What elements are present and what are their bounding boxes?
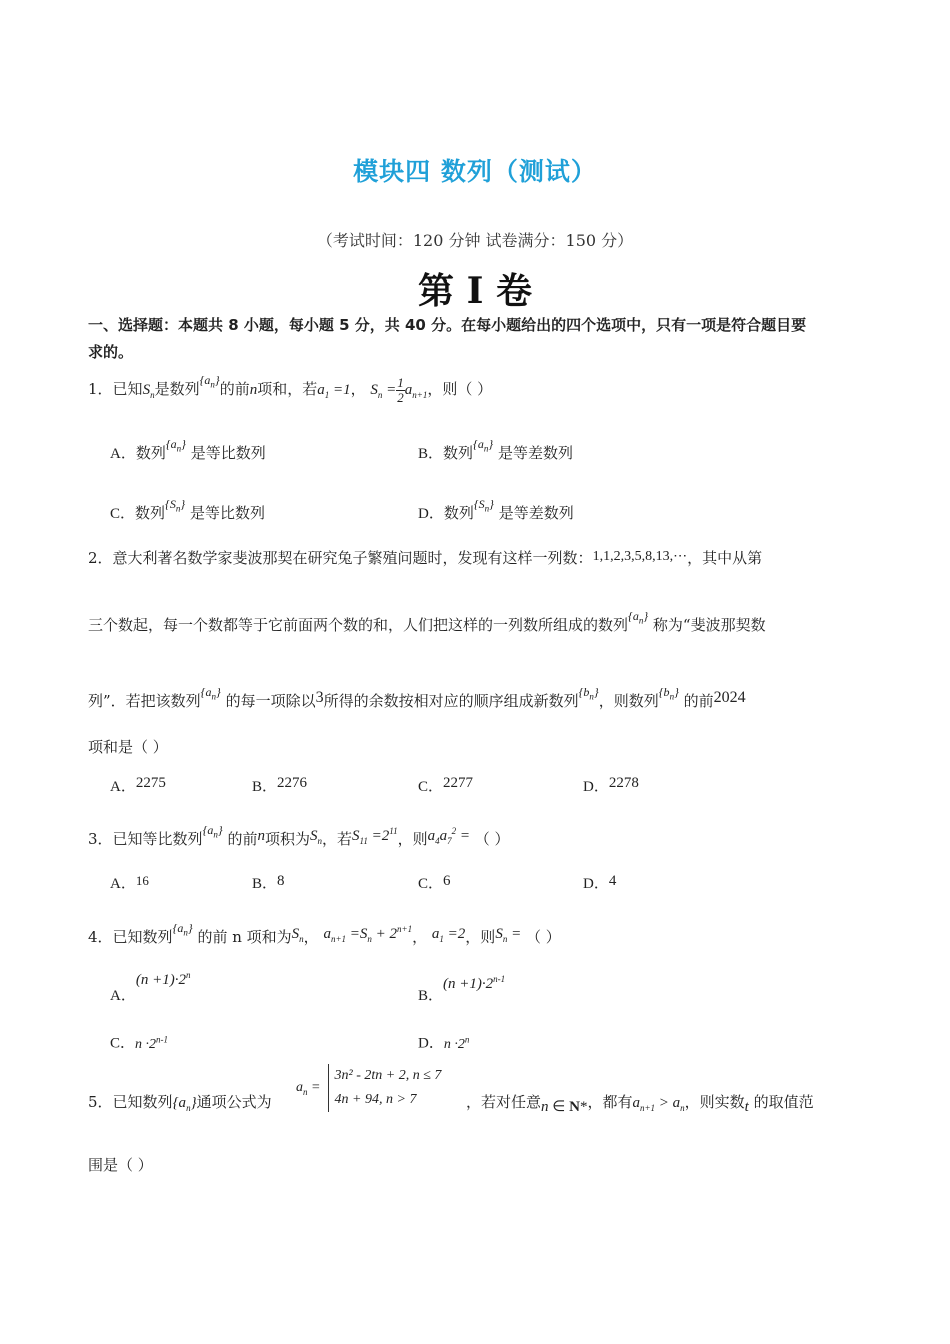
option-label: D． bbox=[418, 1035, 444, 1052]
question-number: 5． bbox=[88, 1093, 113, 1111]
option-label: A． bbox=[110, 988, 136, 1004]
q-text: 已知数列 bbox=[112, 1093, 173, 1111]
formula: n bbox=[541, 1099, 549, 1115]
option-text: 数列 bbox=[135, 504, 166, 522]
formula: $(n +1)\cdot 2^n$ bbox=[135, 970, 191, 988]
question-2-line-1 bbox=[88, 546, 762, 569]
q-text: 的前 bbox=[219, 380, 250, 398]
option-value: 2278 bbox=[608, 775, 639, 791]
q-text: ，则 bbox=[397, 830, 428, 848]
q-text: 是数列 bbox=[154, 380, 200, 398]
formula: $S_n$ bbox=[310, 828, 322, 846]
question-3 bbox=[88, 820, 510, 852]
q-text: 称为“斐波那契数 bbox=[652, 616, 766, 634]
option-label: B． bbox=[418, 446, 444, 462]
option-label: A． bbox=[110, 779, 136, 795]
formula: 3 bbox=[315, 689, 324, 706]
q-text: ，都有 bbox=[587, 1093, 633, 1111]
formula: $\{a_n\}$ bbox=[202, 823, 223, 840]
option-label: C． bbox=[418, 779, 444, 795]
q-text: 围是（ ） bbox=[88, 1156, 153, 1174]
q2-option-a[interactable] bbox=[110, 772, 166, 798]
q-text: ，则 bbox=[465, 928, 496, 946]
option-label: D． bbox=[583, 779, 609, 795]
question-2-line-3 bbox=[88, 686, 746, 712]
q2-option-d[interactable] bbox=[583, 772, 639, 798]
option-text: 是等比数列 bbox=[189, 504, 265, 522]
formula: $S_n$ = $\frac{1}{2}$ $a_{n+1}$ bbox=[370, 375, 428, 406]
exam-info: （考试时间：120 分钟 试卷满分：150 分） bbox=[316, 231, 634, 250]
option-label: B． bbox=[252, 876, 278, 892]
question-4 bbox=[88, 918, 561, 950]
option-text: 是等差数列 bbox=[498, 504, 574, 522]
section-line-1: 一、选择题：本题共 8 小题，每小题 5 分，共 40 分。在每小题给出的四个选项中，只有一项是符合题目要 bbox=[88, 316, 807, 334]
q4-option-b[interactable] bbox=[418, 974, 506, 1007]
option-value: 4 bbox=[608, 873, 617, 889]
formula: $\{a_n\}$ bbox=[172, 1095, 197, 1113]
formula: $\{a_n\}$ bbox=[165, 437, 186, 454]
formula: $S_n$ = bbox=[495, 926, 522, 944]
q-text: 的取值范 bbox=[753, 1093, 814, 1111]
q4-option-d[interactable] bbox=[418, 1028, 469, 1056]
formula: $\{S_n\}$ bbox=[473, 497, 494, 514]
option-value: 2276 bbox=[277, 775, 308, 791]
option-label: D． bbox=[583, 876, 609, 892]
case-1: 3n² - 2tn + 2, n ≤ 7 bbox=[334, 1068, 442, 1083]
option-text: 数列 bbox=[443, 504, 474, 522]
option-value: 6 bbox=[443, 873, 451, 889]
section-instructions bbox=[88, 312, 868, 366]
formula: n bbox=[249, 382, 258, 398]
q1-option-b[interactable] bbox=[418, 438, 573, 465]
formula: $a_1 =1$ bbox=[317, 382, 351, 400]
option-label: C． bbox=[110, 506, 136, 522]
q2-option-c[interactable] bbox=[418, 772, 473, 798]
q3-option-d[interactable] bbox=[583, 870, 616, 895]
option-text: 数列 bbox=[135, 444, 166, 462]
q2-option-b[interactable] bbox=[252, 772, 307, 798]
formula: $S_n$ bbox=[142, 382, 155, 400]
formula: $\{a_n\}$ bbox=[199, 373, 220, 390]
formula: $\{b_n\}$ bbox=[658, 685, 679, 702]
question-5-line-1b bbox=[466, 1091, 814, 1119]
q-text: 的前 bbox=[227, 830, 258, 848]
question-5-line-1 bbox=[88, 1091, 272, 1119]
option-value: 16 bbox=[135, 873, 149, 888]
option-label: A． bbox=[110, 876, 136, 892]
option-label: B． bbox=[252, 779, 278, 795]
q-text: 已知 bbox=[112, 380, 143, 398]
q1-option-c[interactable] bbox=[110, 498, 265, 525]
formula: $a_4a_7^2$ = bbox=[427, 826, 470, 846]
q1-option-a[interactable] bbox=[110, 438, 266, 465]
formula: $\{b_n\}$ bbox=[578, 685, 599, 702]
q-text: 的每一项除以 bbox=[225, 692, 316, 710]
q-text: （ ） bbox=[525, 928, 561, 946]
page-title: 模块四 数列（测试） bbox=[353, 157, 597, 186]
q-text: 所得的余数按相对应的顺序组成新数列 bbox=[323, 692, 579, 710]
piecewise-cases bbox=[328, 1064, 442, 1112]
question-number: 2． bbox=[88, 549, 113, 567]
question-2-line-2 bbox=[88, 610, 766, 636]
q-text: 列”．若把该数列 bbox=[88, 692, 201, 710]
formula: $a_{n+1} > a_n$ bbox=[632, 1095, 685, 1113]
option-value: 2275 bbox=[135, 775, 166, 791]
option-value: 8 bbox=[277, 873, 285, 889]
formula: $\{S_n\}$ bbox=[165, 497, 186, 514]
question-number: 3． bbox=[88, 830, 113, 848]
q-text: 已知等比数列 bbox=[112, 830, 203, 848]
option-label: B． bbox=[418, 988, 444, 1004]
q3-option-b[interactable] bbox=[252, 870, 285, 895]
q4-option-a[interactable] bbox=[110, 970, 191, 1007]
q-text: ， bbox=[303, 928, 319, 946]
volume-heading: 第 I 卷 bbox=[418, 270, 532, 312]
formula: n bbox=[257, 828, 265, 844]
formula: ∈ N* bbox=[548, 1099, 588, 1115]
formula: $S_n$ bbox=[291, 926, 304, 944]
q-text: ，则数列 bbox=[598, 692, 659, 710]
q-text: ，其中从第 bbox=[687, 549, 763, 567]
formula: $n \cdot 2^{n-1}$ bbox=[135, 1034, 169, 1052]
option-label: D． bbox=[418, 506, 444, 522]
section-line-2: 求的。 bbox=[88, 343, 134, 361]
q1-option-d[interactable] bbox=[418, 498, 574, 525]
formula: $n \cdot 2^n$ bbox=[443, 1034, 470, 1052]
q-text: ， bbox=[412, 928, 428, 946]
q3-option-c[interactable] bbox=[418, 870, 451, 895]
q-text: 项积为 bbox=[264, 830, 310, 848]
option-label: A． bbox=[110, 446, 136, 462]
option-text: 是等差数列 bbox=[497, 444, 573, 462]
formula: 1,1,2,3,5,8,13,⋯ bbox=[592, 549, 688, 564]
q-text: 三个数起，每一个数都等于它前面两个数的和，人们把这样的一列数所组成的数列 bbox=[88, 616, 629, 634]
option-text: 数列 bbox=[443, 444, 474, 462]
q-text: 的前 n 项和为 bbox=[197, 928, 292, 946]
option-text: 是等比数列 bbox=[190, 444, 266, 462]
formula: $a_n$ = bbox=[296, 1079, 321, 1097]
question-5-line-2 bbox=[88, 1154, 153, 1176]
formula: $S_{11} =2^{11}$ bbox=[352, 826, 398, 846]
piecewise-formula bbox=[296, 1064, 441, 1112]
q-text: 项和，若 bbox=[257, 380, 318, 398]
q3-option-a[interactable] bbox=[110, 870, 149, 895]
option-value: 2277 bbox=[443, 775, 474, 791]
q-text: 的前 bbox=[683, 692, 714, 710]
formula: $\{a_n\}$ bbox=[473, 437, 494, 454]
question-2-line-4 bbox=[88, 736, 168, 758]
formula: 2024 bbox=[713, 689, 746, 706]
q-text: ，则（ ） bbox=[427, 380, 493, 398]
option-label: C． bbox=[110, 1035, 136, 1052]
q-text: ，若 bbox=[322, 830, 353, 848]
formula: $a_{n+1} =S_n + 2^{n+1}$ bbox=[323, 924, 413, 944]
q-text: 已知数列 bbox=[112, 928, 173, 946]
q-text: ，则实数 bbox=[684, 1093, 745, 1111]
question-number: 1． bbox=[88, 380, 113, 398]
formula: $\{a_n\}$ bbox=[200, 685, 221, 702]
formula: $a_1 =2$ bbox=[431, 926, 466, 944]
q-text: ，若对任意 bbox=[466, 1093, 542, 1111]
question-1 bbox=[88, 374, 492, 406]
option-label: C． bbox=[418, 876, 444, 892]
q-text: 项和是（ ） bbox=[88, 738, 168, 756]
formula: $\{a_n\}$ bbox=[628, 609, 649, 626]
case-2: 4n + 94, n > 7 bbox=[334, 1092, 417, 1107]
formula: $(n +1)\cdot 2^{n-1}$ bbox=[443, 974, 506, 992]
q4-option-c[interactable] bbox=[110, 1028, 168, 1056]
question-number: 4． bbox=[88, 928, 113, 946]
q-text: ， bbox=[350, 380, 366, 398]
q-text: 意大利著名数学家斐波那契在研究兔子繁殖问题时，发现有这样一列数： bbox=[112, 549, 593, 567]
formula: t bbox=[744, 1099, 749, 1115]
q-text: 通项公式为 bbox=[196, 1093, 272, 1111]
q-text: （ ） bbox=[474, 830, 510, 848]
formula: $\{a_n\}$ bbox=[172, 921, 193, 938]
